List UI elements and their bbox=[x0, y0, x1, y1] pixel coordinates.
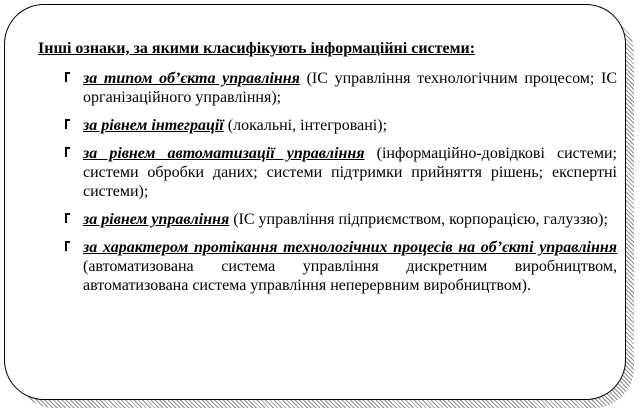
bullet-icon bbox=[65, 241, 70, 251]
item-term: за рівнем управління bbox=[83, 211, 230, 228]
heading: Інші ознаки, за якими класифікують інформаційні системи: bbox=[38, 40, 476, 57]
bullet-icon bbox=[65, 213, 70, 223]
item-text: (ІС управління технологічним процесом; ІС організаційного управління); bbox=[83, 70, 618, 106]
item-text: (ІС управління підприємством, корпорацією, галуззю); bbox=[229, 211, 608, 228]
list-item bbox=[29, 238, 617, 295]
item-text: (автоматизована система управління дискретним виробництвом, автоматизована система управління неперервним виробництвом). bbox=[83, 258, 617, 294]
item-term: за рівнем інтеграції bbox=[83, 117, 224, 134]
item-term: за рівнем автоматизації управління bbox=[83, 145, 365, 162]
bullet-icon bbox=[65, 72, 70, 82]
classification-list bbox=[29, 69, 617, 295]
list-item bbox=[29, 210, 617, 229]
bullet-icon bbox=[65, 119, 70, 129]
list-item bbox=[29, 144, 617, 201]
item-text: (інформаційно-довідкові системи; системи обробки даних; системи підтримки прийняття рішень; експертні системи); bbox=[83, 145, 617, 200]
item-term: за типом об’єкта управління bbox=[83, 70, 300, 87]
list-item bbox=[29, 69, 617, 107]
rounded-text-box bbox=[4, 4, 626, 400]
bullet-icon bbox=[65, 147, 70, 157]
item-text: (локальні, інтегровані); bbox=[223, 117, 388, 134]
item-term: за характером протікання технологічних процесів на об’єкті управління bbox=[83, 239, 617, 256]
list-item bbox=[29, 116, 617, 135]
text-content bbox=[29, 39, 617, 304]
